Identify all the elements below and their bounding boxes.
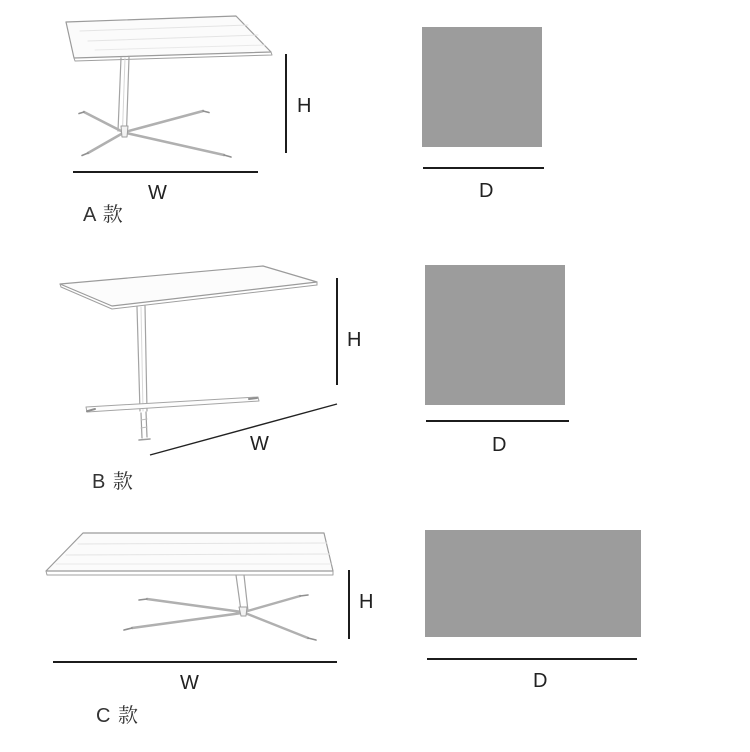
width-label-a: W	[148, 182, 167, 204]
table-c-sketch-icon	[40, 520, 352, 652]
table-b-sketch	[50, 260, 345, 460]
style-label-a: A 款	[83, 204, 124, 226]
table-c-sketch	[40, 520, 352, 652]
depth-dimension-line-a	[423, 167, 544, 169]
height-label-b: H	[347, 329, 362, 351]
style-label-b: B 款	[92, 471, 134, 493]
width-dimension-line-c	[53, 661, 337, 663]
width-label-b: W	[250, 433, 269, 455]
table-a-sketch-icon	[40, 10, 285, 170]
width-dimension-line-a	[73, 171, 258, 173]
table-a-sketch	[40, 10, 285, 170]
width-label-c: W	[180, 672, 199, 694]
style-label-c: C 款	[96, 705, 139, 727]
height-dimension-line-a	[285, 54, 287, 153]
height-dimension-line-b	[336, 278, 338, 385]
height-label-c: H	[359, 591, 374, 613]
depth-swatch-c	[425, 530, 641, 637]
depth-swatch-b	[425, 265, 565, 405]
depth-label-a: D	[479, 180, 494, 202]
width-dimension-line-b	[150, 404, 337, 455]
depth-label-b: D	[492, 434, 507, 456]
depth-dimension-line-b	[426, 420, 569, 422]
height-label-a: H	[297, 95, 312, 117]
depth-label-c: D	[533, 670, 548, 692]
height-dimension-line-c	[348, 570, 350, 639]
depth-dimension-line-c	[427, 658, 637, 660]
depth-swatch-a	[422, 27, 542, 147]
table-b-sketch-icon	[50, 260, 345, 460]
